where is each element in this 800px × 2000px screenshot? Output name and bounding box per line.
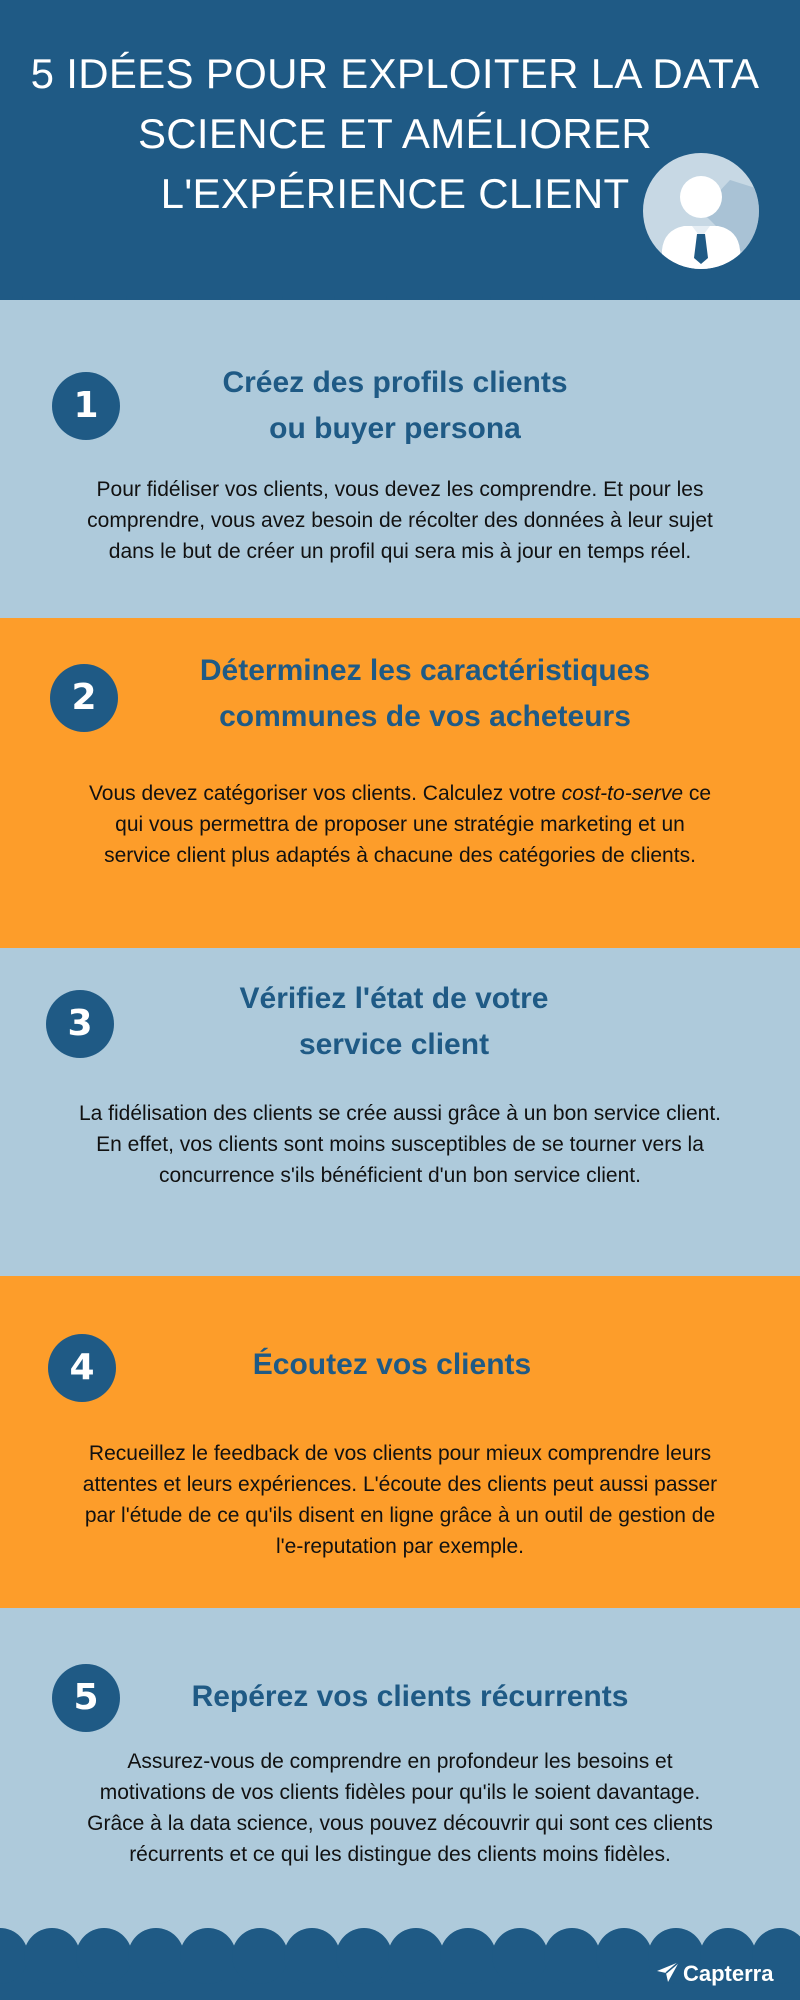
section-body-line: Assurez-vous de comprendre en profondeur les besoins et [127, 1750, 673, 1773]
title-line: L'EXPÉRIENCE CLIENT [160, 170, 630, 217]
section-title [130, 1674, 690, 1720]
section-title-line: Écoutez vos clients [252, 1348, 532, 1381]
section-body-line: dans le but de créer un profil qui sera mis à jour en temps réel. [108, 540, 692, 563]
section-body-line: récurrents et ce qui les distingue des clients moins fidèles. [129, 1843, 671, 1866]
section-body [40, 1438, 760, 1562]
section-body [40, 474, 760, 567]
businessman-avatar-icon [640, 150, 762, 272]
section-body-line [40, 778, 760, 809]
section-title-line: Repérez vos clients récurrents [191, 1680, 629, 1713]
step-number-badge: 3 [46, 990, 114, 1058]
section-body-line: attentes et leurs expériences. L'écoute des clients peut aussi passer [82, 1473, 718, 1496]
section-title [115, 360, 675, 452]
header-banner [0, 0, 800, 320]
section-body-line: concurrence s'ils bénéficient d'un bon service client. [159, 1164, 641, 1187]
idea-section-1 [0, 300, 800, 618]
idea-section-5 [0, 1608, 800, 1938]
section-body-line: En effet, vos clients sont moins susceptibles de se tourner vers la [96, 1133, 704, 1156]
section-title [145, 648, 705, 740]
section-title-line: ou buyer persona [269, 412, 521, 445]
section-title-line: Vérifiez l'état de votre [239, 982, 549, 1015]
step-number-badge: 5 [52, 1664, 120, 1732]
idea-section-4 [0, 1276, 800, 1608]
body-text: Vous devez catégoriser vos clients. Calculez votre [88, 782, 562, 805]
section-body [40, 778, 760, 871]
step-number-badge: 4 [48, 1334, 116, 1402]
section-body-line: comprendre, vous avez besoin de récolter des données à leur sujet [87, 509, 713, 532]
step-number-badge: 1 [52, 372, 120, 440]
section-title [114, 976, 674, 1068]
section-body-line: Recueillez le feedback de vos clients pour mieux comprendre leurs [88, 1442, 712, 1465]
capterra-logo [655, 1956, 780, 1992]
section-body-line: qui vous permettra de proposer une stratégie marketing et un [115, 813, 685, 836]
capterra-arrow-logo-icon [655, 1960, 681, 1986]
section-body [40, 1746, 760, 1870]
section-body-line: l'e-reputation par exemple. [276, 1535, 524, 1558]
section-body [40, 1098, 760, 1191]
section-title-line: Créez des profils clients [222, 366, 568, 399]
section-body-line: motivations de vos clients fidèles pour qu'ils le soient davantage. [99, 1781, 701, 1804]
section-body-line: service client plus adaptés à chacune des catégories de clients. [104, 844, 696, 867]
cost-to-serve-term: cost-to-serve [561, 782, 684, 805]
section-body-line: La fidélisation des clients se crée aussi grâce à un bon service client. [78, 1102, 722, 1125]
step-number-badge: 2 [50, 664, 118, 732]
section-title [112, 1342, 672, 1388]
section-body-line: par l'étude de ce qu'ils disent en ligne grâce à un outil de gestion de [84, 1504, 716, 1527]
section-title-line: service client [298, 1028, 490, 1061]
title-line: SCIENCE ET AMÉLIORER [137, 110, 653, 157]
idea-section-3 [0, 948, 800, 1276]
section-title-line: Déterminez les caractéristiques [199, 654, 651, 687]
section-body-line: Grâce à la data science, vous pouvez découvrir qui sont ces clients [87, 1812, 713, 1835]
brand-name: Capterra [683, 1961, 774, 1986]
section-body-line: Pour fidéliser vos clients, vous devez les comprendre. Et pour les [96, 478, 704, 501]
section-title-line: communes de vos acheteurs [219, 700, 631, 733]
body-text: ce [683, 782, 712, 805]
idea-section-2 [0, 618, 800, 948]
title-line: 5 IDÉES POUR EXPLOITER LA DATA [30, 50, 760, 97]
